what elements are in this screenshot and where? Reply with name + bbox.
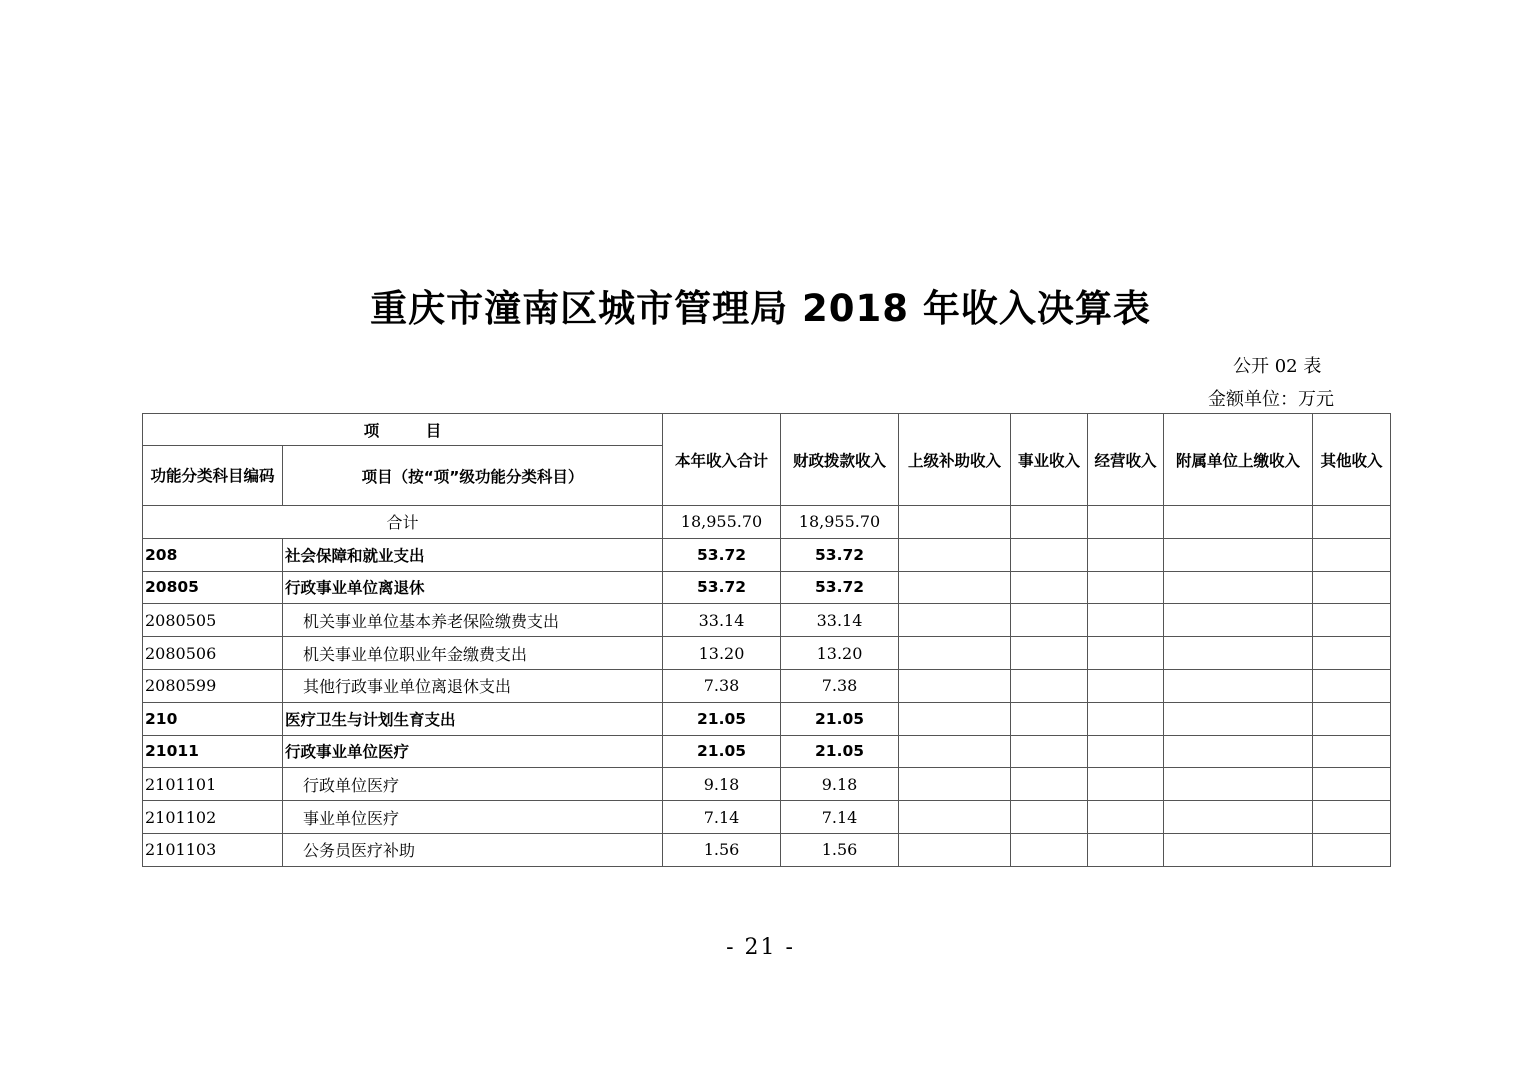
row-value: 21.05	[781, 702, 899, 735]
row-value	[1088, 669, 1164, 702]
row-value	[1164, 735, 1313, 768]
row-value	[899, 801, 1011, 834]
row-name: 机关事业单位基本养老保险缴费支出	[283, 604, 663, 637]
row-value	[1164, 669, 1313, 702]
page-number: - 21 -	[726, 935, 795, 960]
row-value	[899, 833, 1011, 866]
row-value: 7.14	[781, 801, 899, 834]
row-value	[899, 637, 1011, 670]
table-row	[143, 801, 1391, 834]
row-value: 1.56	[663, 833, 781, 866]
row-value	[1011, 768, 1088, 801]
row-value	[1088, 801, 1164, 834]
table-row	[143, 637, 1391, 670]
row-value	[1011, 669, 1088, 702]
group-header: 项 目	[143, 414, 663, 446]
row-value: 7.38	[663, 669, 781, 702]
row-value	[1164, 833, 1313, 866]
row-value	[899, 702, 1011, 735]
row-value: 1.56	[781, 833, 899, 866]
total-cell	[1011, 506, 1088, 539]
row-value: 53.72	[663, 571, 781, 604]
row-value	[1313, 735, 1391, 768]
row-value	[1088, 604, 1164, 637]
row-value	[1011, 702, 1088, 735]
row-value	[1313, 669, 1391, 702]
row-value	[899, 538, 1011, 571]
row-name: 公务员医疗补助	[283, 833, 663, 866]
row-value	[1088, 538, 1164, 571]
total-cell: 18,955.70	[663, 506, 781, 539]
row-value	[1088, 735, 1164, 768]
row-value	[1164, 571, 1313, 604]
row-value: 21.05	[663, 702, 781, 735]
row-value	[1011, 571, 1088, 604]
row-value: 53.72	[663, 538, 781, 571]
table-row	[143, 735, 1391, 768]
income-final-accounts-table	[142, 413, 1391, 867]
row-value	[1313, 833, 1391, 866]
row-value	[1313, 571, 1391, 604]
row-value	[1011, 833, 1088, 866]
row-value	[1011, 801, 1088, 834]
row-value: 7.38	[781, 669, 899, 702]
row-value: 33.14	[663, 604, 781, 637]
table-row	[143, 538, 1391, 571]
table-row	[143, 604, 1391, 637]
row-value: 9.18	[663, 768, 781, 801]
total-label: 合计	[143, 506, 663, 539]
row-value	[1313, 637, 1391, 670]
row-value	[1164, 637, 1313, 670]
row-value	[1164, 801, 1313, 834]
col-header: 附属单位上缴收入	[1164, 414, 1313, 506]
row-code: 2101101	[143, 768, 283, 801]
row-value	[1088, 571, 1164, 604]
row-value: 7.14	[663, 801, 781, 834]
table-row	[143, 571, 1391, 604]
row-value	[899, 669, 1011, 702]
row-value: 21.05	[781, 735, 899, 768]
row-value	[1164, 702, 1313, 735]
form-number: 公开 02 表	[1233, 356, 1322, 377]
total-cell	[1164, 506, 1313, 539]
row-value	[1011, 538, 1088, 571]
row-value	[1313, 702, 1391, 735]
row-value	[1088, 768, 1164, 801]
row-name: 行政单位医疗	[283, 768, 663, 801]
row-value: 33.14	[781, 604, 899, 637]
row-value	[1313, 538, 1391, 571]
row-name: 行政事业单位医疗	[283, 735, 663, 768]
col-header: 事业收入	[1011, 414, 1088, 506]
code-header: 功能分类科目编码	[143, 446, 283, 506]
row-name: 社会保障和就业支出	[283, 538, 663, 571]
row-value	[1088, 637, 1164, 670]
row-value: 53.72	[781, 571, 899, 604]
row-name: 其他行政事业单位离退休支出	[283, 669, 663, 702]
document-title: 重庆市潼南区城市管理局 2018 年收入决算表	[370, 287, 1151, 330]
row-value: 13.20	[781, 637, 899, 670]
row-code: 2080506	[143, 637, 283, 670]
total-cell	[899, 506, 1011, 539]
row-code: 2101103	[143, 833, 283, 866]
row-code: 208	[143, 538, 283, 571]
row-value	[1164, 604, 1313, 637]
row-value	[1313, 604, 1391, 637]
row-code: 2080505	[143, 604, 283, 637]
row-name: 行政事业单位离退休	[283, 571, 663, 604]
table-row	[143, 669, 1391, 702]
row-value: 9.18	[781, 768, 899, 801]
row-value	[1313, 801, 1391, 834]
table-row	[143, 833, 1391, 866]
total-row	[143, 506, 1391, 539]
total-cell	[1088, 506, 1164, 539]
row-name: 机关事业单位职业年金缴费支出	[283, 637, 663, 670]
row-name: 事业单位医疗	[283, 801, 663, 834]
col-header: 经营收入	[1088, 414, 1164, 506]
row-code: 2080599	[143, 669, 283, 702]
amount-unit: 金额单位：万元	[1208, 389, 1334, 410]
row-value: 13.20	[663, 637, 781, 670]
row-code: 21011	[143, 735, 283, 768]
row-value	[899, 604, 1011, 637]
col-header: 本年收入合计	[663, 414, 781, 506]
total-cell	[1313, 506, 1391, 539]
row-value: 53.72	[781, 538, 899, 571]
row-value	[1164, 538, 1313, 571]
col-header: 财政拨款收入	[781, 414, 899, 506]
name-header: 项目（按“项”级功能分类科目）	[283, 446, 663, 506]
row-code: 20805	[143, 571, 283, 604]
col-header: 其他收入	[1313, 414, 1391, 506]
row-code: 210	[143, 702, 283, 735]
col-header: 上级补助收入	[899, 414, 1011, 506]
row-value: 21.05	[663, 735, 781, 768]
total-cell: 18,955.70	[781, 506, 899, 539]
row-value	[1088, 702, 1164, 735]
row-value	[1164, 768, 1313, 801]
table-row	[143, 768, 1391, 801]
row-code: 2101102	[143, 801, 283, 834]
row-name: 医疗卫生与计划生育支出	[283, 702, 663, 735]
row-value	[1088, 833, 1164, 866]
row-value	[899, 768, 1011, 801]
row-value	[1011, 604, 1088, 637]
table-row	[143, 702, 1391, 735]
row-value	[1011, 637, 1088, 670]
row-value	[899, 571, 1011, 604]
row-value	[1313, 768, 1391, 801]
row-value	[899, 735, 1011, 768]
row-value	[1011, 735, 1088, 768]
